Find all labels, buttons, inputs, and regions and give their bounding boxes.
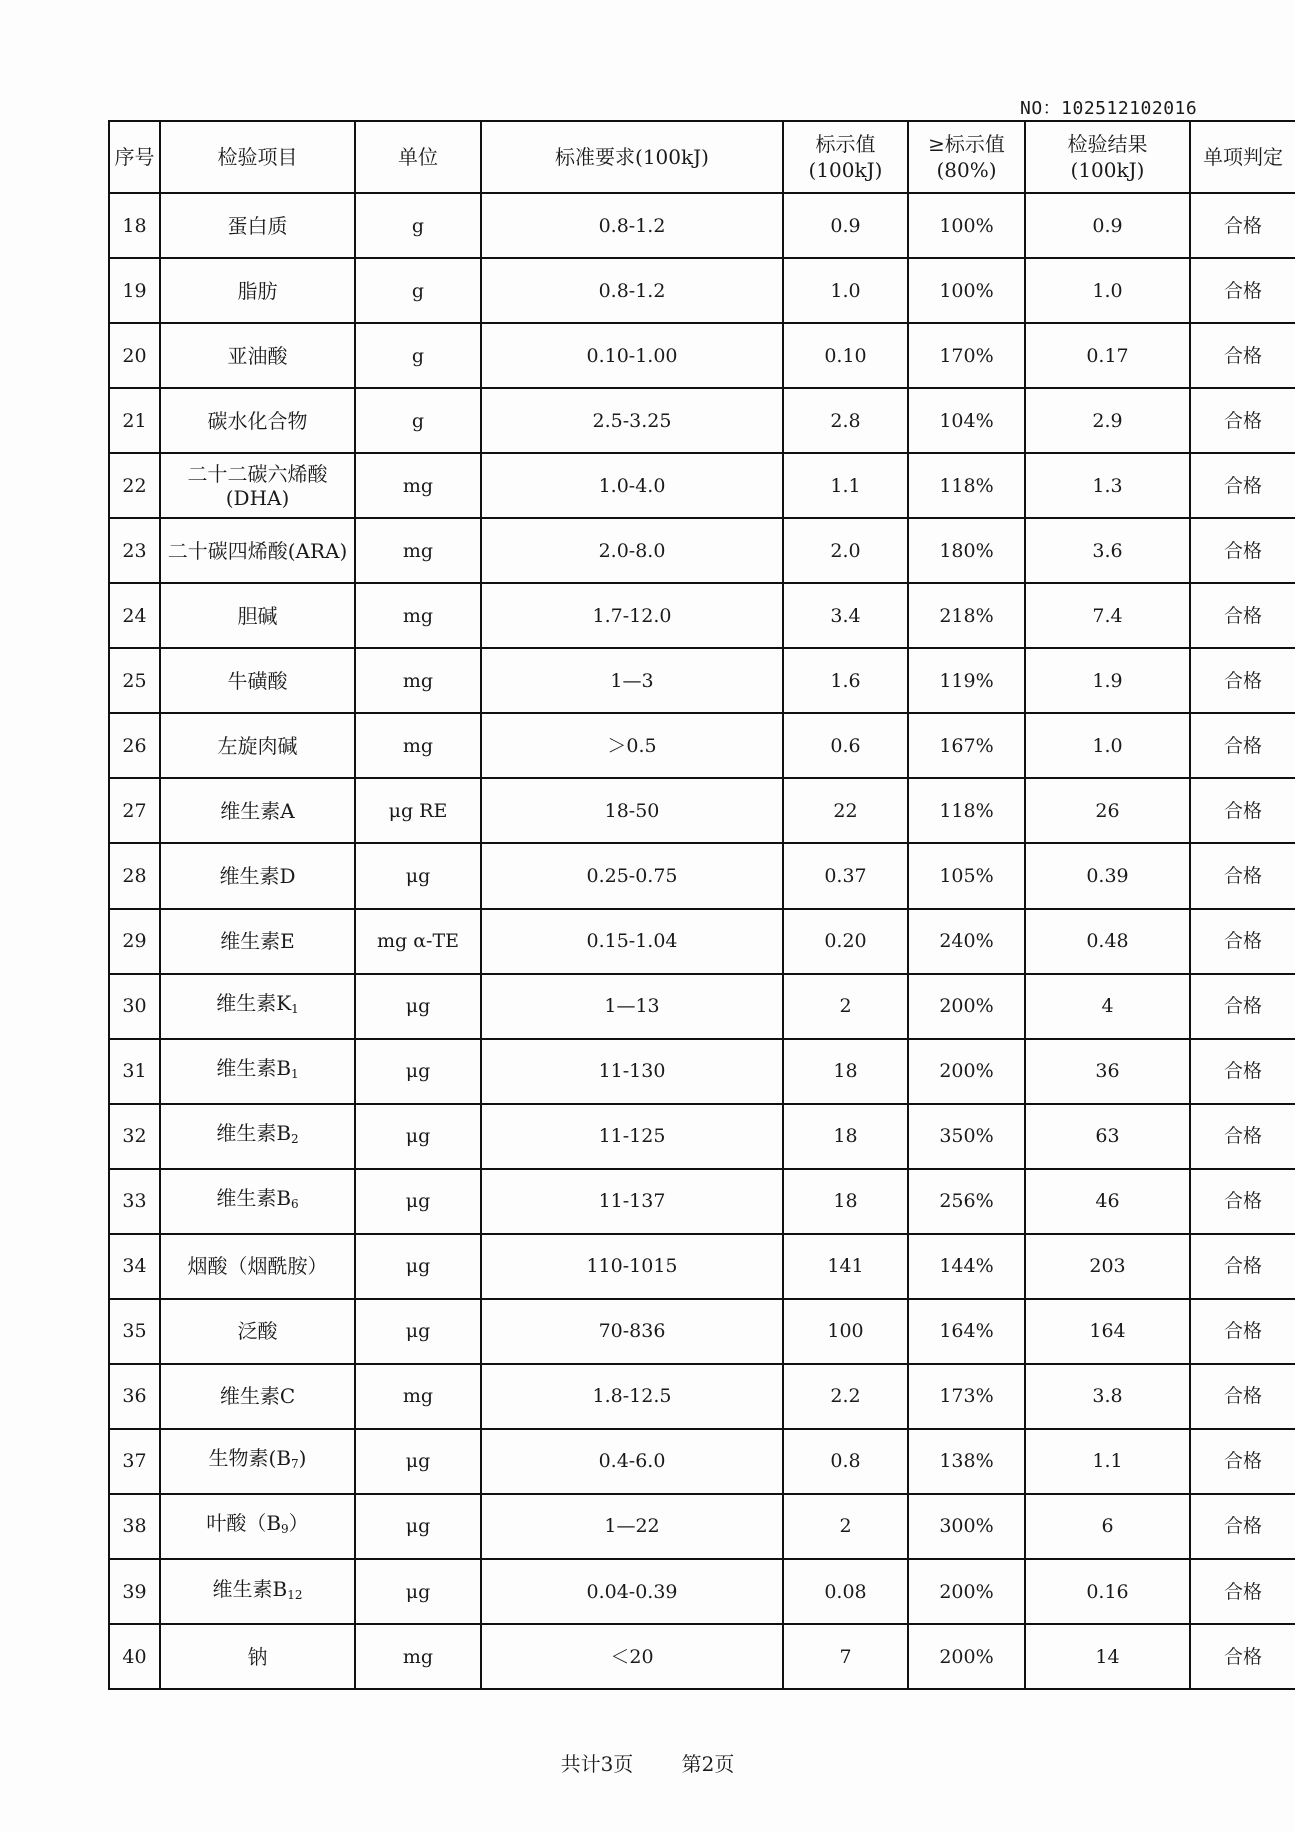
- cell-seq: 40: [109, 1624, 160, 1689]
- cell-standard: 0.10-1.00: [481, 323, 783, 388]
- cell-label-value: 0.10: [783, 323, 908, 388]
- cell-label-value: 2: [783, 1494, 908, 1559]
- table-row: [109, 1559, 1295, 1624]
- cell-label-value: 3.4: [783, 583, 908, 648]
- cell-seq: 30: [109, 974, 160, 1039]
- header-unit: 单位: [355, 121, 481, 193]
- cell-ge-label-percent: 200%: [908, 1624, 1025, 1689]
- item-name: 泛酸: [237, 1319, 278, 1344]
- item-name: 烟酸（烟酰胺）: [187, 1254, 328, 1279]
- cell-item: [160, 1169, 355, 1234]
- item-name: 维生素A: [220, 798, 295, 823]
- cell-standard: 0.15-1.04: [481, 909, 783, 974]
- cell-label-value: 2: [783, 974, 908, 1039]
- cell-unit: μg: [355, 843, 481, 908]
- cell-seq: 36: [109, 1364, 160, 1429]
- cell-unit: μg: [355, 1234, 481, 1299]
- cell-result: 3.6: [1025, 518, 1190, 583]
- footer-current-page: 第2页: [681, 1752, 735, 1776]
- cell-seq: 19: [109, 258, 160, 323]
- cell-ge-label-percent: 200%: [908, 1559, 1025, 1624]
- item-name: 胆碱: [237, 603, 278, 628]
- cell-result: 203: [1025, 1234, 1190, 1299]
- table-row: [109, 193, 1295, 258]
- cell-unit: g: [355, 323, 481, 388]
- header-seq: 序号: [109, 121, 160, 193]
- cell-standard: 0.25-0.75: [481, 843, 783, 908]
- cell-item: [160, 1299, 355, 1364]
- cell-ge-label-percent: 164%: [908, 1299, 1025, 1364]
- item-name: 亚油酸: [227, 343, 288, 368]
- cell-standard: 18-50: [481, 778, 783, 843]
- cell-unit: mg: [355, 518, 481, 583]
- cell-result: 0.17: [1025, 323, 1190, 388]
- cell-ge-label-percent: 144%: [908, 1234, 1025, 1299]
- cell-ge-label-percent: 350%: [908, 1104, 1025, 1169]
- cell-result: 0.39: [1025, 843, 1190, 908]
- cell-ge-label-percent: 256%: [908, 1169, 1025, 1234]
- table-row: [109, 1169, 1295, 1234]
- item-name: 牛磺酸: [227, 668, 288, 693]
- cell-label-value: 1.1: [783, 453, 908, 518]
- cell-label-value: 1.6: [783, 648, 908, 713]
- table-row: [109, 843, 1295, 908]
- cell-unit: mg: [355, 1364, 481, 1429]
- cell-result: 36: [1025, 1039, 1190, 1104]
- cell-result: 0.16: [1025, 1559, 1190, 1624]
- cell-unit: mg: [355, 1624, 481, 1689]
- cell-ge-label-percent: 218%: [908, 583, 1025, 648]
- table-row: [109, 518, 1295, 583]
- cell-standard: 1.7-12.0: [481, 583, 783, 648]
- cell-judgement: 合格: [1190, 193, 1295, 258]
- cell-item: [160, 258, 355, 323]
- cell-standard: 11-137: [481, 1169, 783, 1234]
- cell-judgement: 合格: [1190, 909, 1295, 974]
- cell-seq: 22: [109, 453, 160, 518]
- item-name: 二十二碳六烯酸: [187, 461, 328, 486]
- cell-label-value: 0.6: [783, 713, 908, 778]
- cell-ge-label-percent: 118%: [908, 778, 1025, 843]
- cell-ge-label-percent: 119%: [908, 648, 1025, 713]
- cell-judgement: 合格: [1190, 974, 1295, 1039]
- cell-judgement: 合格: [1190, 258, 1295, 323]
- cell-item: [160, 193, 355, 258]
- cell-result: 1.1: [1025, 1429, 1190, 1494]
- cell-seq: 27: [109, 778, 160, 843]
- cell-result: 164: [1025, 1299, 1190, 1364]
- cell-judgement: 合格: [1190, 518, 1295, 583]
- cell-label-value: 22: [783, 778, 908, 843]
- report-number: NO：102512102016: [1020, 98, 1198, 119]
- cell-unit: μg: [355, 1299, 481, 1364]
- item-name: 维生素D: [219, 863, 296, 888]
- item-name-tail: ）: [288, 1511, 309, 1536]
- table-row: [109, 974, 1295, 1039]
- cell-unit: g: [355, 388, 481, 453]
- cell-judgement: 合格: [1190, 388, 1295, 453]
- cell-unit: μg: [355, 1559, 481, 1624]
- item-subscript: 7: [291, 1457, 299, 1472]
- header-ge-label-value: [908, 121, 1025, 193]
- cell-standard: ＜20: [481, 1624, 783, 1689]
- item-subscript: 12: [287, 1587, 303, 1602]
- cell-judgement: 合格: [1190, 1039, 1295, 1104]
- cell-item: [160, 388, 355, 453]
- cell-item: [160, 1039, 355, 1104]
- item-subscript: 6: [291, 1197, 299, 1212]
- item-name: 维生素B: [216, 1056, 292, 1081]
- cell-standard: 0.8-1.2: [481, 193, 783, 258]
- cell-ge-label-percent: 167%: [908, 713, 1025, 778]
- cell-unit: g: [355, 258, 481, 323]
- cell-result: 1.0: [1025, 258, 1190, 323]
- cell-seq: 24: [109, 583, 160, 648]
- cell-result: 63: [1025, 1104, 1190, 1169]
- cell-ge-label-percent: 170%: [908, 323, 1025, 388]
- item-name: 维生素K: [216, 991, 292, 1016]
- cell-item: [160, 583, 355, 648]
- cell-unit: μg: [355, 974, 481, 1039]
- cell-ge-label-percent: 138%: [908, 1429, 1025, 1494]
- item-name: 维生素B: [212, 1576, 288, 1601]
- item-name: 钠: [247, 1644, 268, 1669]
- cell-standard: 110-1015: [481, 1234, 783, 1299]
- table-row: [109, 323, 1295, 388]
- table-row: [109, 1299, 1295, 1364]
- cell-label-value: 100: [783, 1299, 908, 1364]
- cell-ge-label-percent: 200%: [908, 1039, 1025, 1104]
- cell-item: [160, 909, 355, 974]
- cell-judgement: 合格: [1190, 1169, 1295, 1234]
- cell-ge-label-percent: 240%: [908, 909, 1025, 974]
- cell-item: [160, 1624, 355, 1689]
- cell-unit: mg: [355, 648, 481, 713]
- cell-result: 4: [1025, 974, 1190, 1039]
- item-subscript: 9: [281, 1522, 289, 1537]
- cell-label-value: 0.20: [783, 909, 908, 974]
- cell-judgement: 合格: [1190, 648, 1295, 713]
- table-row: [109, 583, 1295, 648]
- item-name-line2: (DHA): [225, 485, 290, 510]
- cell-item: [160, 518, 355, 583]
- cell-seq: 25: [109, 648, 160, 713]
- page-footer: [0, 1748, 1295, 1777]
- cell-unit: μg: [355, 1169, 481, 1234]
- item-name: 生物素(B: [208, 1446, 292, 1471]
- cell-unit: μg: [355, 1429, 481, 1494]
- cell-judgement: 合格: [1190, 778, 1295, 843]
- table-row: [109, 1494, 1295, 1559]
- cell-item: [160, 1104, 355, 1169]
- cell-unit: mg: [355, 583, 481, 648]
- header-ge-label-value-line2: (80%): [936, 158, 997, 182]
- item-name: 脂肪: [237, 278, 278, 303]
- cell-seq: 18: [109, 193, 160, 258]
- cell-seq: 26: [109, 713, 160, 778]
- cell-seq: 34: [109, 1234, 160, 1299]
- cell-item: [160, 323, 355, 388]
- cell-judgement: 合格: [1190, 323, 1295, 388]
- cell-label-value: 0.8: [783, 1429, 908, 1494]
- cell-standard: 1.8-12.5: [481, 1364, 783, 1429]
- cell-unit: μg: [355, 1104, 481, 1169]
- cell-standard: ＞0.5: [481, 713, 783, 778]
- cell-seq: 33: [109, 1169, 160, 1234]
- cell-standard: 70-836: [481, 1299, 783, 1364]
- cell-unit: μg: [355, 1039, 481, 1104]
- cell-standard: 0.8-1.2: [481, 258, 783, 323]
- table-row: [109, 1104, 1295, 1169]
- cell-label-value: 18: [783, 1039, 908, 1104]
- table-row: [109, 453, 1295, 518]
- header-result-line2: (100kJ): [1070, 158, 1145, 182]
- header-result: [1025, 121, 1190, 193]
- cell-standard: 1—22: [481, 1494, 783, 1559]
- cell-result: 3.8: [1025, 1364, 1190, 1429]
- cell-item: [160, 713, 355, 778]
- cell-unit: μg RE: [355, 778, 481, 843]
- cell-seq: 29: [109, 909, 160, 974]
- cell-item: [160, 1494, 355, 1559]
- cell-seq: 20: [109, 323, 160, 388]
- cell-unit: mg α-TE: [355, 909, 481, 974]
- cell-standard: 1—13: [481, 974, 783, 1039]
- cell-seq: 32: [109, 1104, 160, 1169]
- item-name: 维生素E: [220, 929, 295, 954]
- cell-item: [160, 843, 355, 908]
- cell-seq: 39: [109, 1559, 160, 1624]
- cell-label-value: 2.0: [783, 518, 908, 583]
- inspection-results-table: [108, 120, 1295, 1690]
- cell-result: 1.0: [1025, 713, 1190, 778]
- cell-ge-label-percent: 105%: [908, 843, 1025, 908]
- cell-judgement: 合格: [1190, 1234, 1295, 1299]
- cell-judgement: 合格: [1190, 1299, 1295, 1364]
- cell-label-value: 0.9: [783, 193, 908, 258]
- cell-item: [160, 1234, 355, 1299]
- table-row: [109, 1429, 1295, 1494]
- cell-item: [160, 974, 355, 1039]
- header-label-value-line1: 标示值: [815, 132, 876, 156]
- table-row: [109, 1624, 1295, 1689]
- header-label-value-line2: (100kJ): [808, 158, 883, 182]
- table-body: [109, 193, 1295, 1689]
- cell-judgement: 合格: [1190, 1104, 1295, 1169]
- cell-judgement: 合格: [1190, 583, 1295, 648]
- item-name: 维生素B: [216, 1121, 292, 1146]
- cell-result: 2.9: [1025, 388, 1190, 453]
- cell-result: 6: [1025, 1494, 1190, 1559]
- item-name: 蛋白质: [227, 213, 288, 238]
- cell-result: 0.48: [1025, 909, 1190, 974]
- cell-standard: 2.5-3.25: [481, 388, 783, 453]
- cell-item: [160, 1429, 355, 1494]
- cell-unit: mg: [355, 453, 481, 518]
- cell-unit: mg: [355, 713, 481, 778]
- table-row: [109, 1364, 1295, 1429]
- cell-result: 1.9: [1025, 648, 1190, 713]
- cell-seq: 38: [109, 1494, 160, 1559]
- item-name: 维生素B: [216, 1186, 292, 1211]
- cell-judgement: 合格: [1190, 453, 1295, 518]
- header-label-value: [783, 121, 908, 193]
- item-subscript: 2: [291, 1132, 299, 1147]
- header-judgement: 单项判定: [1190, 121, 1295, 193]
- cell-standard: 11-125: [481, 1104, 783, 1169]
- cell-item: [160, 1364, 355, 1429]
- cell-ge-label-percent: 100%: [908, 193, 1025, 258]
- table-row: [109, 909, 1295, 974]
- cell-seq: 37: [109, 1429, 160, 1494]
- item-name: 叶酸（B: [206, 1511, 282, 1536]
- item-name-tail: ): [298, 1446, 307, 1471]
- cell-label-value: 0.08: [783, 1559, 908, 1624]
- cell-standard: 11-130: [481, 1039, 783, 1104]
- cell-ge-label-percent: 118%: [908, 453, 1025, 518]
- cell-seq: 31: [109, 1039, 160, 1104]
- cell-standard: 0.4-6.0: [481, 1429, 783, 1494]
- item-name: 维生素C: [219, 1384, 296, 1409]
- item-name: 左旋肉碱: [217, 733, 298, 758]
- cell-item: [160, 778, 355, 843]
- cell-result: 1.3: [1025, 453, 1190, 518]
- cell-label-value: 141: [783, 1234, 908, 1299]
- cell-seq: 35: [109, 1299, 160, 1364]
- cell-seq: 28: [109, 843, 160, 908]
- cell-label-value: 18: [783, 1104, 908, 1169]
- table-row: [109, 258, 1295, 323]
- cell-ge-label-percent: 173%: [908, 1364, 1025, 1429]
- header-result-line1: 检验结果: [1067, 132, 1148, 156]
- cell-item: [160, 453, 355, 518]
- item-name: 二十碳四烯酸(ARA): [167, 538, 348, 563]
- cell-standard: 1—3: [481, 648, 783, 713]
- cell-judgement: 合格: [1190, 1494, 1295, 1559]
- item-subscript: 1: [291, 1002, 299, 1017]
- cell-label-value: 2.2: [783, 1364, 908, 1429]
- cell-seq: 23: [109, 518, 160, 583]
- table-header-row: [109, 121, 1295, 193]
- cell-unit: μg: [355, 1494, 481, 1559]
- cell-ge-label-percent: 300%: [908, 1494, 1025, 1559]
- cell-item: [160, 648, 355, 713]
- cell-label-value: 1.0: [783, 258, 908, 323]
- cell-result: 26: [1025, 778, 1190, 843]
- cell-label-value: 0.37: [783, 843, 908, 908]
- cell-judgement: 合格: [1190, 713, 1295, 778]
- cell-standard: 1.0-4.0: [481, 453, 783, 518]
- cell-judgement: 合格: [1190, 843, 1295, 908]
- footer-total-pages: 共计3页: [560, 1752, 634, 1776]
- cell-label-value: 2.8: [783, 388, 908, 453]
- table-row: [109, 713, 1295, 778]
- cell-ge-label-percent: 100%: [908, 258, 1025, 323]
- header-item: 检验项目: [160, 121, 355, 193]
- cell-seq: 21: [109, 388, 160, 453]
- table-row: [109, 388, 1295, 453]
- header-ge-label-value-line1: ≥标示值: [928, 132, 1005, 156]
- table-row: [109, 1234, 1295, 1299]
- cell-item: [160, 1559, 355, 1624]
- cell-ge-label-percent: 104%: [908, 388, 1025, 453]
- cell-result: 7.4: [1025, 583, 1190, 648]
- header-standard: 标准要求(100kJ): [481, 121, 783, 193]
- cell-judgement: 合格: [1190, 1364, 1295, 1429]
- table-row: [109, 1039, 1295, 1104]
- cell-result: 0.9: [1025, 193, 1190, 258]
- cell-judgement: 合格: [1190, 1624, 1295, 1689]
- cell-standard: 0.04-0.39: [481, 1559, 783, 1624]
- cell-ge-label-percent: 180%: [908, 518, 1025, 583]
- cell-result: 46: [1025, 1169, 1190, 1234]
- item-name: 碳水化合物: [207, 408, 308, 433]
- cell-judgement: 合格: [1190, 1429, 1295, 1494]
- table-row: [109, 778, 1295, 843]
- cell-unit: g: [355, 193, 481, 258]
- cell-standard: 2.0-8.0: [481, 518, 783, 583]
- item-subscript: 1: [291, 1067, 299, 1082]
- cell-label-value: 7: [783, 1624, 908, 1689]
- table-row: [109, 648, 1295, 713]
- cell-judgement: 合格: [1190, 1559, 1295, 1624]
- cell-result: 14: [1025, 1624, 1190, 1689]
- cell-label-value: 18: [783, 1169, 908, 1234]
- cell-ge-label-percent: 200%: [908, 974, 1025, 1039]
